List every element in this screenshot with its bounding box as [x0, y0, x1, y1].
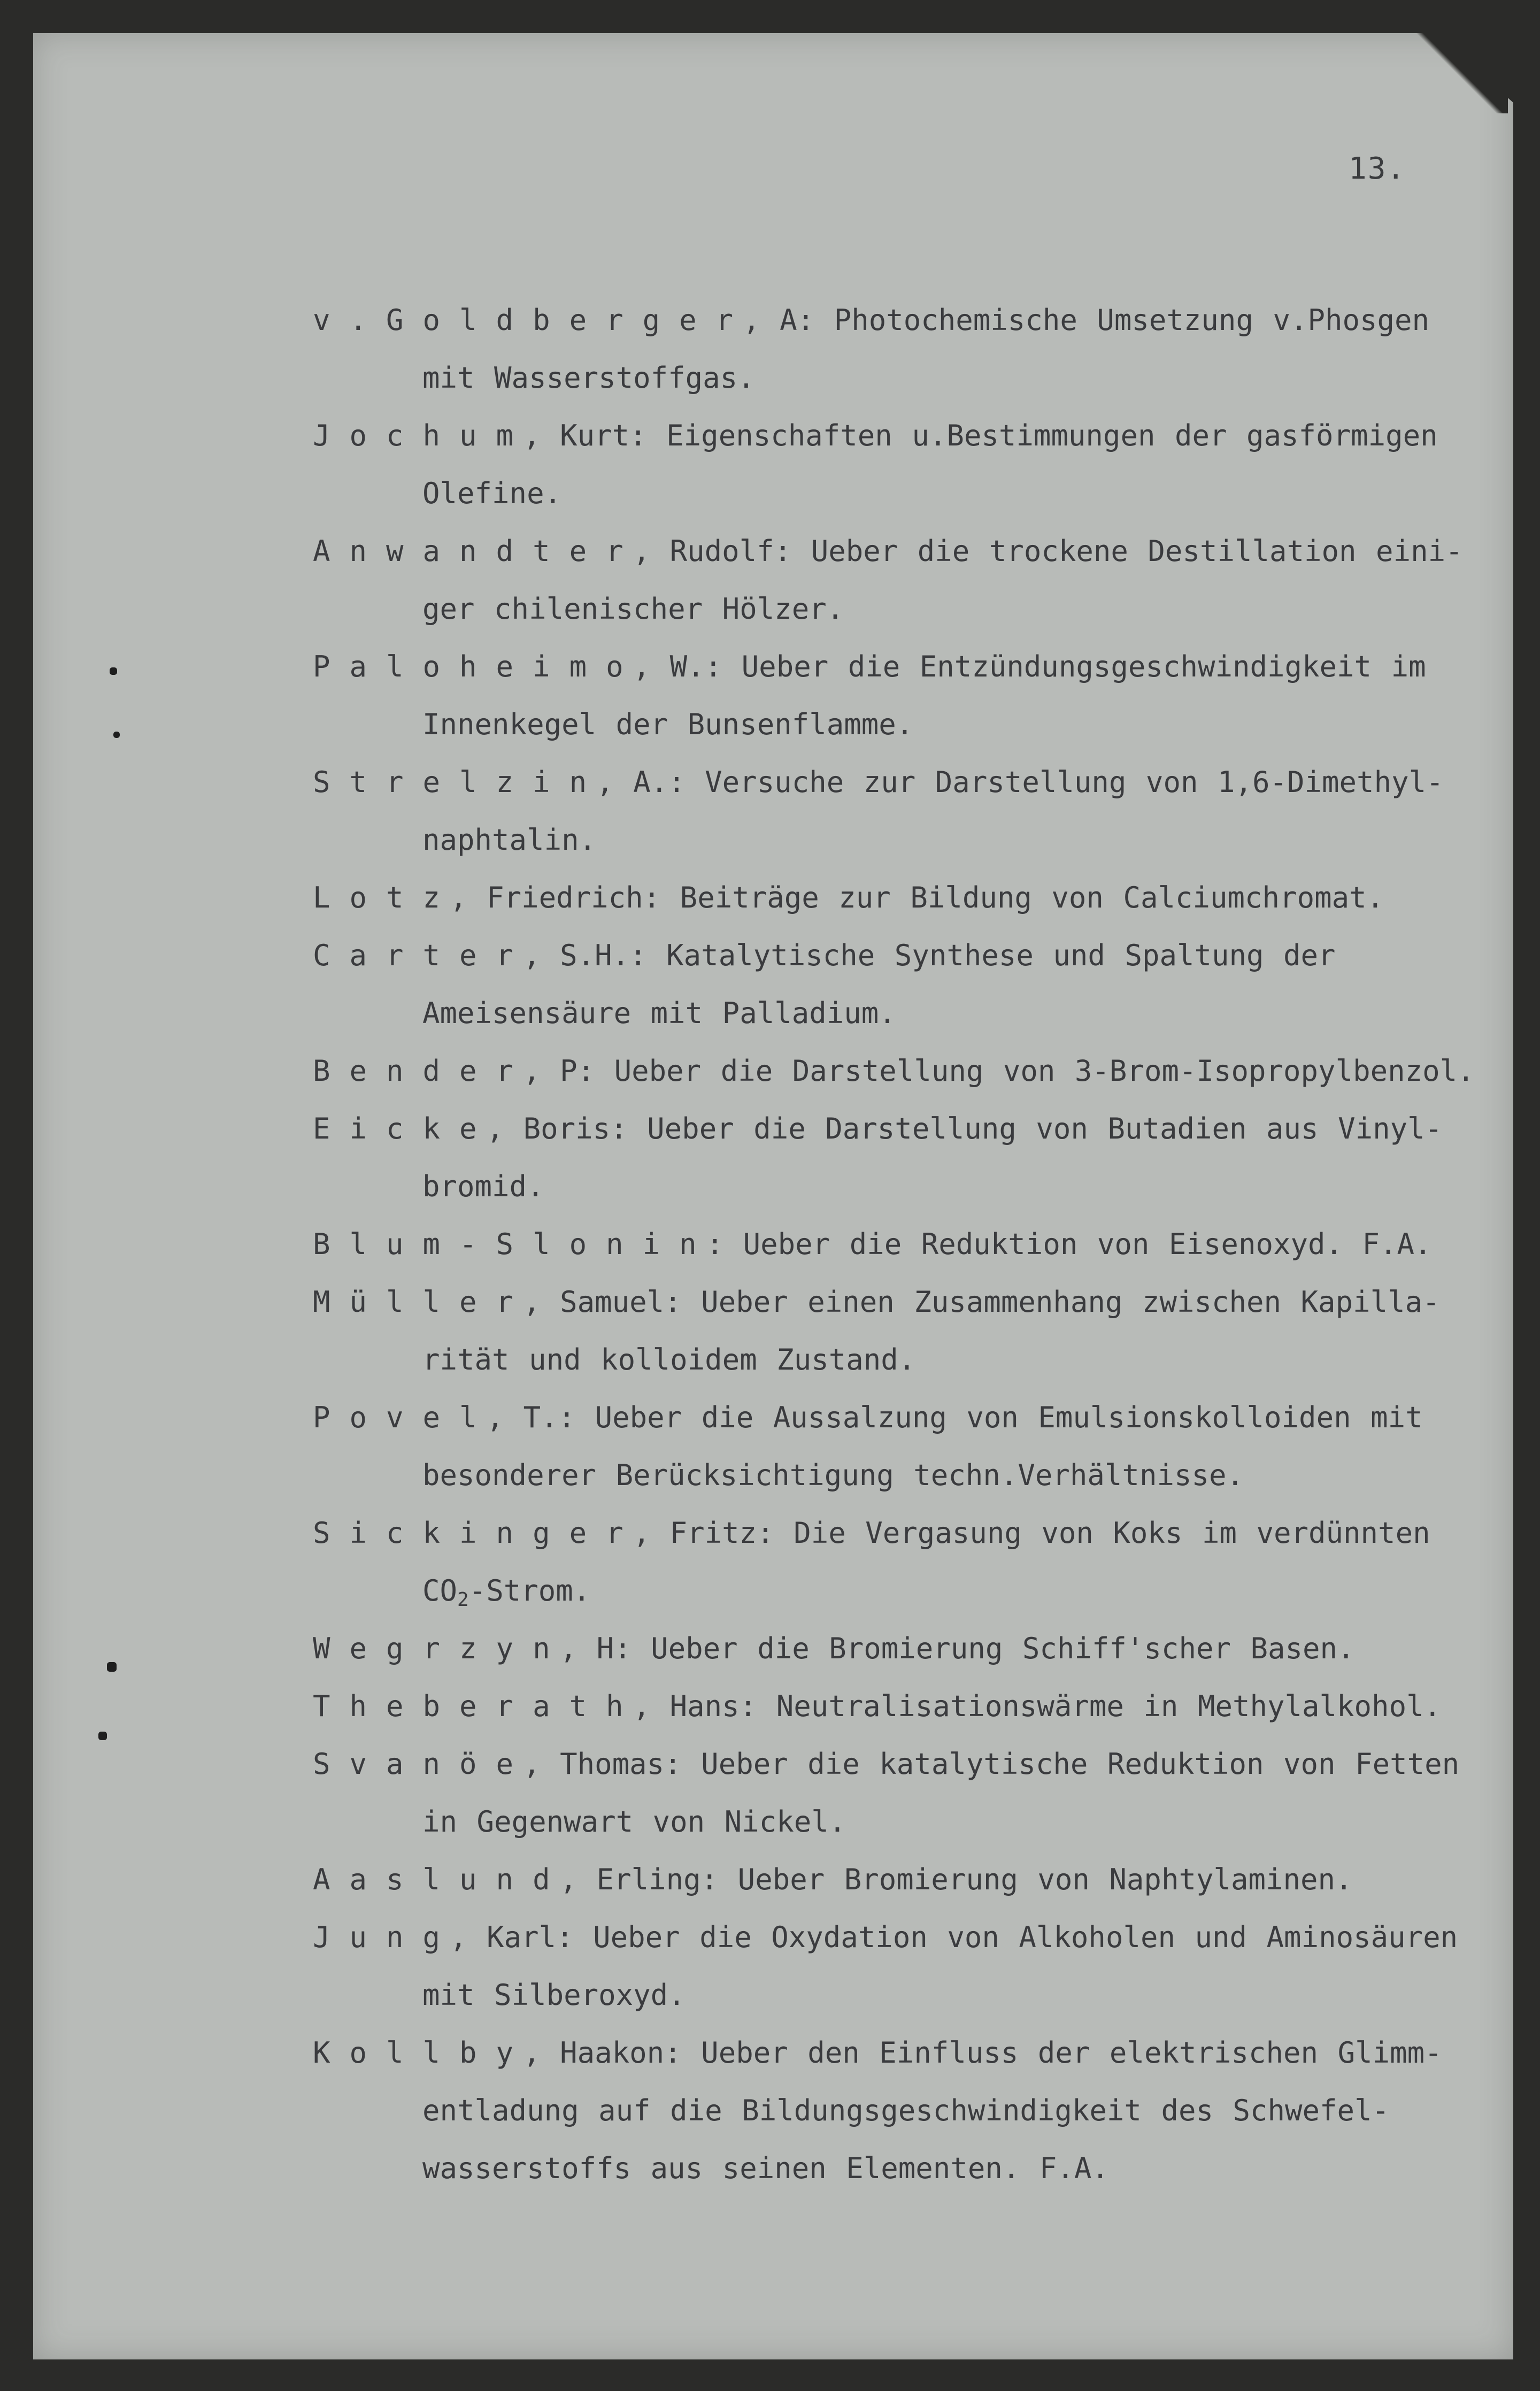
- entry-line: [313, 291, 1511, 349]
- entry-title: , W.: Ueber die Entzündungsgeschwindigkeit im: [633, 650, 1426, 683]
- entry-theberath: [313, 1678, 1511, 1735]
- punch-mark: [98, 1732, 107, 1740]
- entry-continuation: rität und kolloidem Zustand.: [422, 1343, 916, 1377]
- author-name: Bender: [313, 1054, 533, 1088]
- entry-kollby: [313, 2024, 1511, 2197]
- entry-title: , Thomas: Ueber die katalytische Reduktion von Fetten: [523, 1747, 1460, 1781]
- entry-eicke: [313, 1100, 1511, 1216]
- entry-title: , Hans: Neutralisationswärme in Methylalkohol.: [633, 1689, 1442, 1723]
- entry-title: , Rudolf: Ueber die trockene Destillation eini-: [633, 534, 1463, 568]
- entry-wegrzyn: [313, 1620, 1511, 1678]
- author-name: Jung: [313, 1920, 460, 1954]
- entry-muller: [313, 1273, 1511, 1389]
- entry-strelzin: [313, 754, 1511, 869]
- entry-continuation: mit Wasserstoffgas.: [422, 361, 755, 395]
- entry-line: [313, 869, 1511, 927]
- entry-continuation: Innenkegel der Bunsenflamme.: [422, 708, 914, 741]
- author-name: Kollby: [313, 2036, 533, 2070]
- entry-line: [313, 1100, 1511, 1158]
- entry-continuation: Ameisensäure mit Palladium.: [422, 996, 896, 1030]
- author-name: Svanöe: [313, 1747, 533, 1781]
- entry-blum-slonin: [313, 1216, 1511, 1273]
- entry-line: [313, 1678, 1511, 1735]
- entry-title: , Kurt: Eigenschaften u.Bestimmungen der gasförmigen: [523, 419, 1438, 452]
- entry-povel: [313, 1389, 1511, 1504]
- entry-continuation: naphtalin.: [422, 823, 597, 857]
- entry-lotz: [313, 869, 1511, 927]
- entry-line: [313, 638, 1511, 696]
- entry-paloheimo: [313, 638, 1511, 754]
- formula-subscript: 2: [457, 1589, 469, 1611]
- entry-title: , H: Ueber die Bromierung Schiff'scher Basen.: [559, 1632, 1355, 1665]
- author-name: Aaslund: [313, 1863, 569, 1896]
- author-name: Wegrzyn: [313, 1632, 569, 1665]
- entry-title: , Samuel: Ueber einen Zusammenhang zwischen Kapilla-: [523, 1285, 1440, 1319]
- entry-title: , Erling: Ueber Bromierung von Naphtylaminen.: [559, 1863, 1353, 1896]
- dissertation-list: [313, 291, 1511, 2197]
- entry-line: [313, 522, 1511, 580]
- punch-mark: [107, 1662, 117, 1672]
- punch-mark: [113, 732, 120, 738]
- entry-jochum: [313, 407, 1511, 522]
- entry-title: , Fritz: Die Vergasung von Koks im verdünnten: [633, 1516, 1430, 1550]
- entry-title: , Karl: Ueber die Oxydation von Alkoholen und Aminosäuren: [450, 1920, 1458, 1954]
- entry-title: , Friedrich: Beiträge zur Bildung von Calciumchromat.: [450, 881, 1384, 914]
- entry-bender: [313, 1042, 1511, 1100]
- entry-carter: [313, 927, 1511, 1042]
- entry-line: [313, 754, 1511, 811]
- entry-continuation: [313, 1562, 1511, 1620]
- entry-title: : Ueber die Reduktion von Eisenoxyd. F.A.: [706, 1227, 1432, 1261]
- author-name: Müller: [313, 1285, 533, 1319]
- entry-continuation: in Gegenwart von Nickel.: [422, 1805, 846, 1839]
- entry-line: [313, 407, 1511, 465]
- entry-anwandter: [313, 522, 1511, 638]
- entry-title: , P: Ueber die Darstellung von 3-Brom-Isopropylbenzol.: [523, 1054, 1475, 1088]
- author-name: v.Goldberger: [313, 303, 753, 337]
- torn-corner: [1412, 33, 1508, 113]
- author-name: Theberath: [313, 1689, 643, 1723]
- entry-continuation: bromid.: [422, 1170, 544, 1203]
- author-name: Povel: [313, 1401, 496, 1434]
- author-name: Blum-Slonin: [313, 1227, 716, 1261]
- entry-line: [313, 2024, 1511, 2082]
- formula-text: CO: [422, 1574, 458, 1608]
- entry-v-goldberger: [313, 291, 1511, 407]
- author-name: Jochum: [313, 419, 533, 452]
- entry-line: [313, 1042, 1511, 1100]
- entry-line: [313, 1735, 1511, 1793]
- author-name: Lotz: [313, 881, 460, 914]
- author-name: Sickinger: [313, 1516, 643, 1550]
- entry-continuation: wasserstoffs aus seinen Elementen. F.A.: [422, 2151, 1109, 2185]
- punch-mark: [110, 667, 117, 675]
- entry-jung: [313, 1909, 1511, 2024]
- author-name: Eicke: [313, 1112, 496, 1145]
- entry-continuation: mit Silberoxyd.: [422, 1978, 686, 2012]
- author-name: Paloheimo: [313, 650, 643, 683]
- entry-sickinger: [313, 1504, 1511, 1620]
- entry-line: [313, 1389, 1511, 1447]
- entry-line: [313, 1504, 1511, 1562]
- entry-line: [313, 1851, 1511, 1909]
- entry-title: , Haakon: Ueber den Einfluss der elektrischen Glimm-: [523, 2036, 1442, 2070]
- entry-title: , A: Photochemische Umsetzung v.Phosgen: [743, 303, 1430, 337]
- entry-title: , Boris: Ueber die Darstellung von Butadien aus Vinyl-: [486, 1112, 1443, 1145]
- author-name: Strelzin: [313, 765, 606, 799]
- entry-title: , A.: Versuche zur Darstellung von 1,6-Dimethyl-: [596, 765, 1444, 799]
- formula-text: -Strom.: [468, 1574, 591, 1608]
- author-name: Anwandter: [313, 534, 643, 568]
- page-number: 13.: [1349, 151, 1406, 186]
- entry-title: , S.H.: Katalytische Synthese und Spaltung der: [523, 939, 1336, 972]
- entry-continuation: ger chilenischer Hölzer.: [422, 592, 844, 626]
- entry-line: [313, 1216, 1511, 1273]
- entry-line: [313, 1273, 1511, 1331]
- entry-continuation: Olefine.: [422, 476, 562, 510]
- author-name: Carter: [313, 939, 533, 972]
- entry-aaslund: [313, 1851, 1511, 1909]
- entry-title: , T.: Ueber die Aussalzung von Emulsionskolloiden mit: [486, 1401, 1423, 1434]
- entry-line: [313, 927, 1511, 985]
- entry-line: [313, 1909, 1511, 1966]
- entry-line: [313, 1620, 1511, 1678]
- entry-continuation: entladung auf die Bildungsgeschwindigkeit des Schwefel-: [422, 2094, 1390, 2127]
- entry-continuation: besonderer Berücksichtigung techn.Verhältnisse.: [422, 1458, 1244, 1492]
- entry-svanoe: [313, 1735, 1511, 1851]
